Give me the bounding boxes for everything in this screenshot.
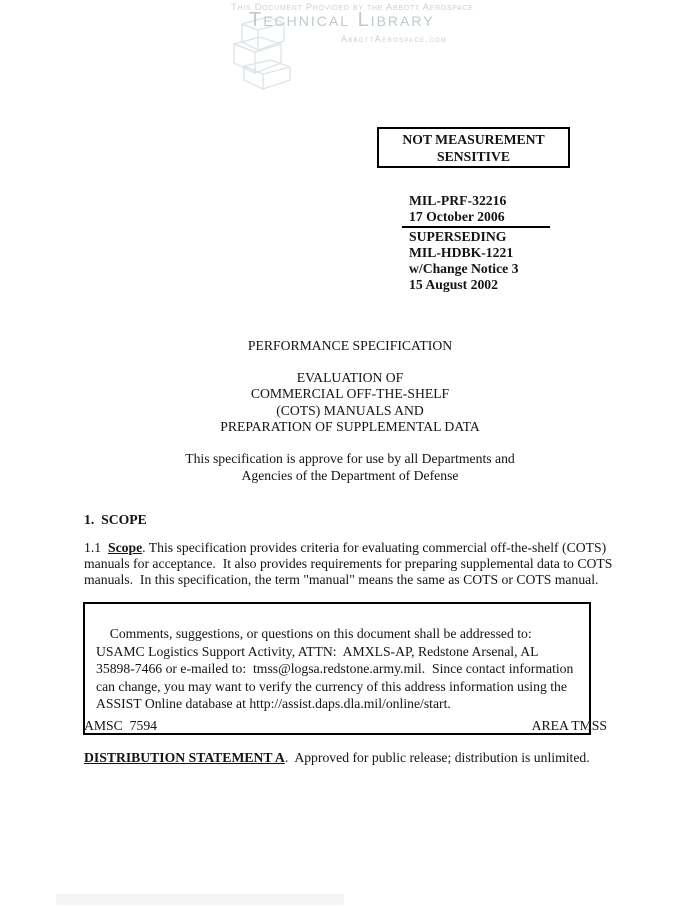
approval-line: Agencies of the Department of Defense [241, 467, 459, 483]
library-website: AbbottAerospace.com [341, 34, 448, 44]
spec-subject-line: PREPARATION OF SUPPLEMENTAL DATA [220, 418, 480, 434]
notice-box [377, 127, 570, 168]
doc-id-block [402, 193, 550, 294]
library-title: Technical Library [249, 9, 435, 31]
scope-section-heading: 1. SCOPE [84, 512, 147, 527]
doc-id-superseded-number: MIL-HDBK-1221 [409, 244, 514, 260]
scope-paragraph [84, 540, 619, 588]
spec-subject-line: COMMERCIAL OFF-THE-SHELF [250, 386, 450, 402]
approval-statement [0, 451, 700, 484]
notice-box-text: NOT MEASUREMENT SENSITIVE [402, 131, 545, 164]
distribution-text: . Approved for public release; distribution is unlimited. [284, 750, 590, 765]
doc-id-superseded-date: 15 August 2002 [409, 277, 498, 293]
doc-id-number: MIL-PRF-32216 [409, 193, 507, 208]
approval-line: This specification is approve for use by all Departments and [185, 451, 515, 466]
amsc-area-row [84, 718, 607, 734]
comments-box [83, 602, 591, 735]
library-provided-line: This Document Provided by the Abbott Aerospace [231, 2, 474, 13]
doc-id-date: 17 October 2006 [409, 209, 505, 225]
doc-id-divider [402, 226, 550, 228]
spec-subject-line: (COTS) MANUALS AND [276, 402, 424, 418]
doc-id-change-notice: w/Change Notice 3 [409, 261, 519, 277]
spec-subject [0, 370, 700, 435]
distribution-label: DISTRIBUTION STATEMENT A [84, 750, 285, 765]
scope-paragraph-text: . This specification provides criteria for evaluating commercial off-the-shelf (COTS) manuals for acceptance. It also provides requirements for preparing supplemental data to COTS manuals. In this specification, the term "manual" means the same as COTS or COTS manual. [84, 540, 616, 588]
footer-watermark [56, 894, 344, 905]
comments-box-text: Comments, suggestions, or questions on this document shall be addressed to: USAMC Logistics Support Activity, ATTN: AMXLS-AP, Redstone Arsenal, AL 35898-7466 or e-mailed to: tmss@logsa.redstone.army.mil. Since contact information can change, you may want to verify the currency of this address information using the ASSIST Online database at http://assist.daps.dla.mil/online/start. [96, 626, 577, 712]
scope-paragraph-label: Scope [107, 540, 143, 555]
area-label: AREA TMSS [531, 718, 607, 733]
doc-id-superseding: SUPERSEDING [409, 228, 507, 244]
amsc-number: AMSC 7594 [84, 718, 158, 733]
scope-paragraph-number: 1.1 [84, 540, 108, 555]
title-block [0, 338, 700, 435]
spec-subject-line: EVALUATION OF [296, 370, 404, 386]
spec-type-heading: PERFORMANCE SPECIFICATION [247, 338, 453, 353]
distribution-statement [84, 750, 629, 766]
